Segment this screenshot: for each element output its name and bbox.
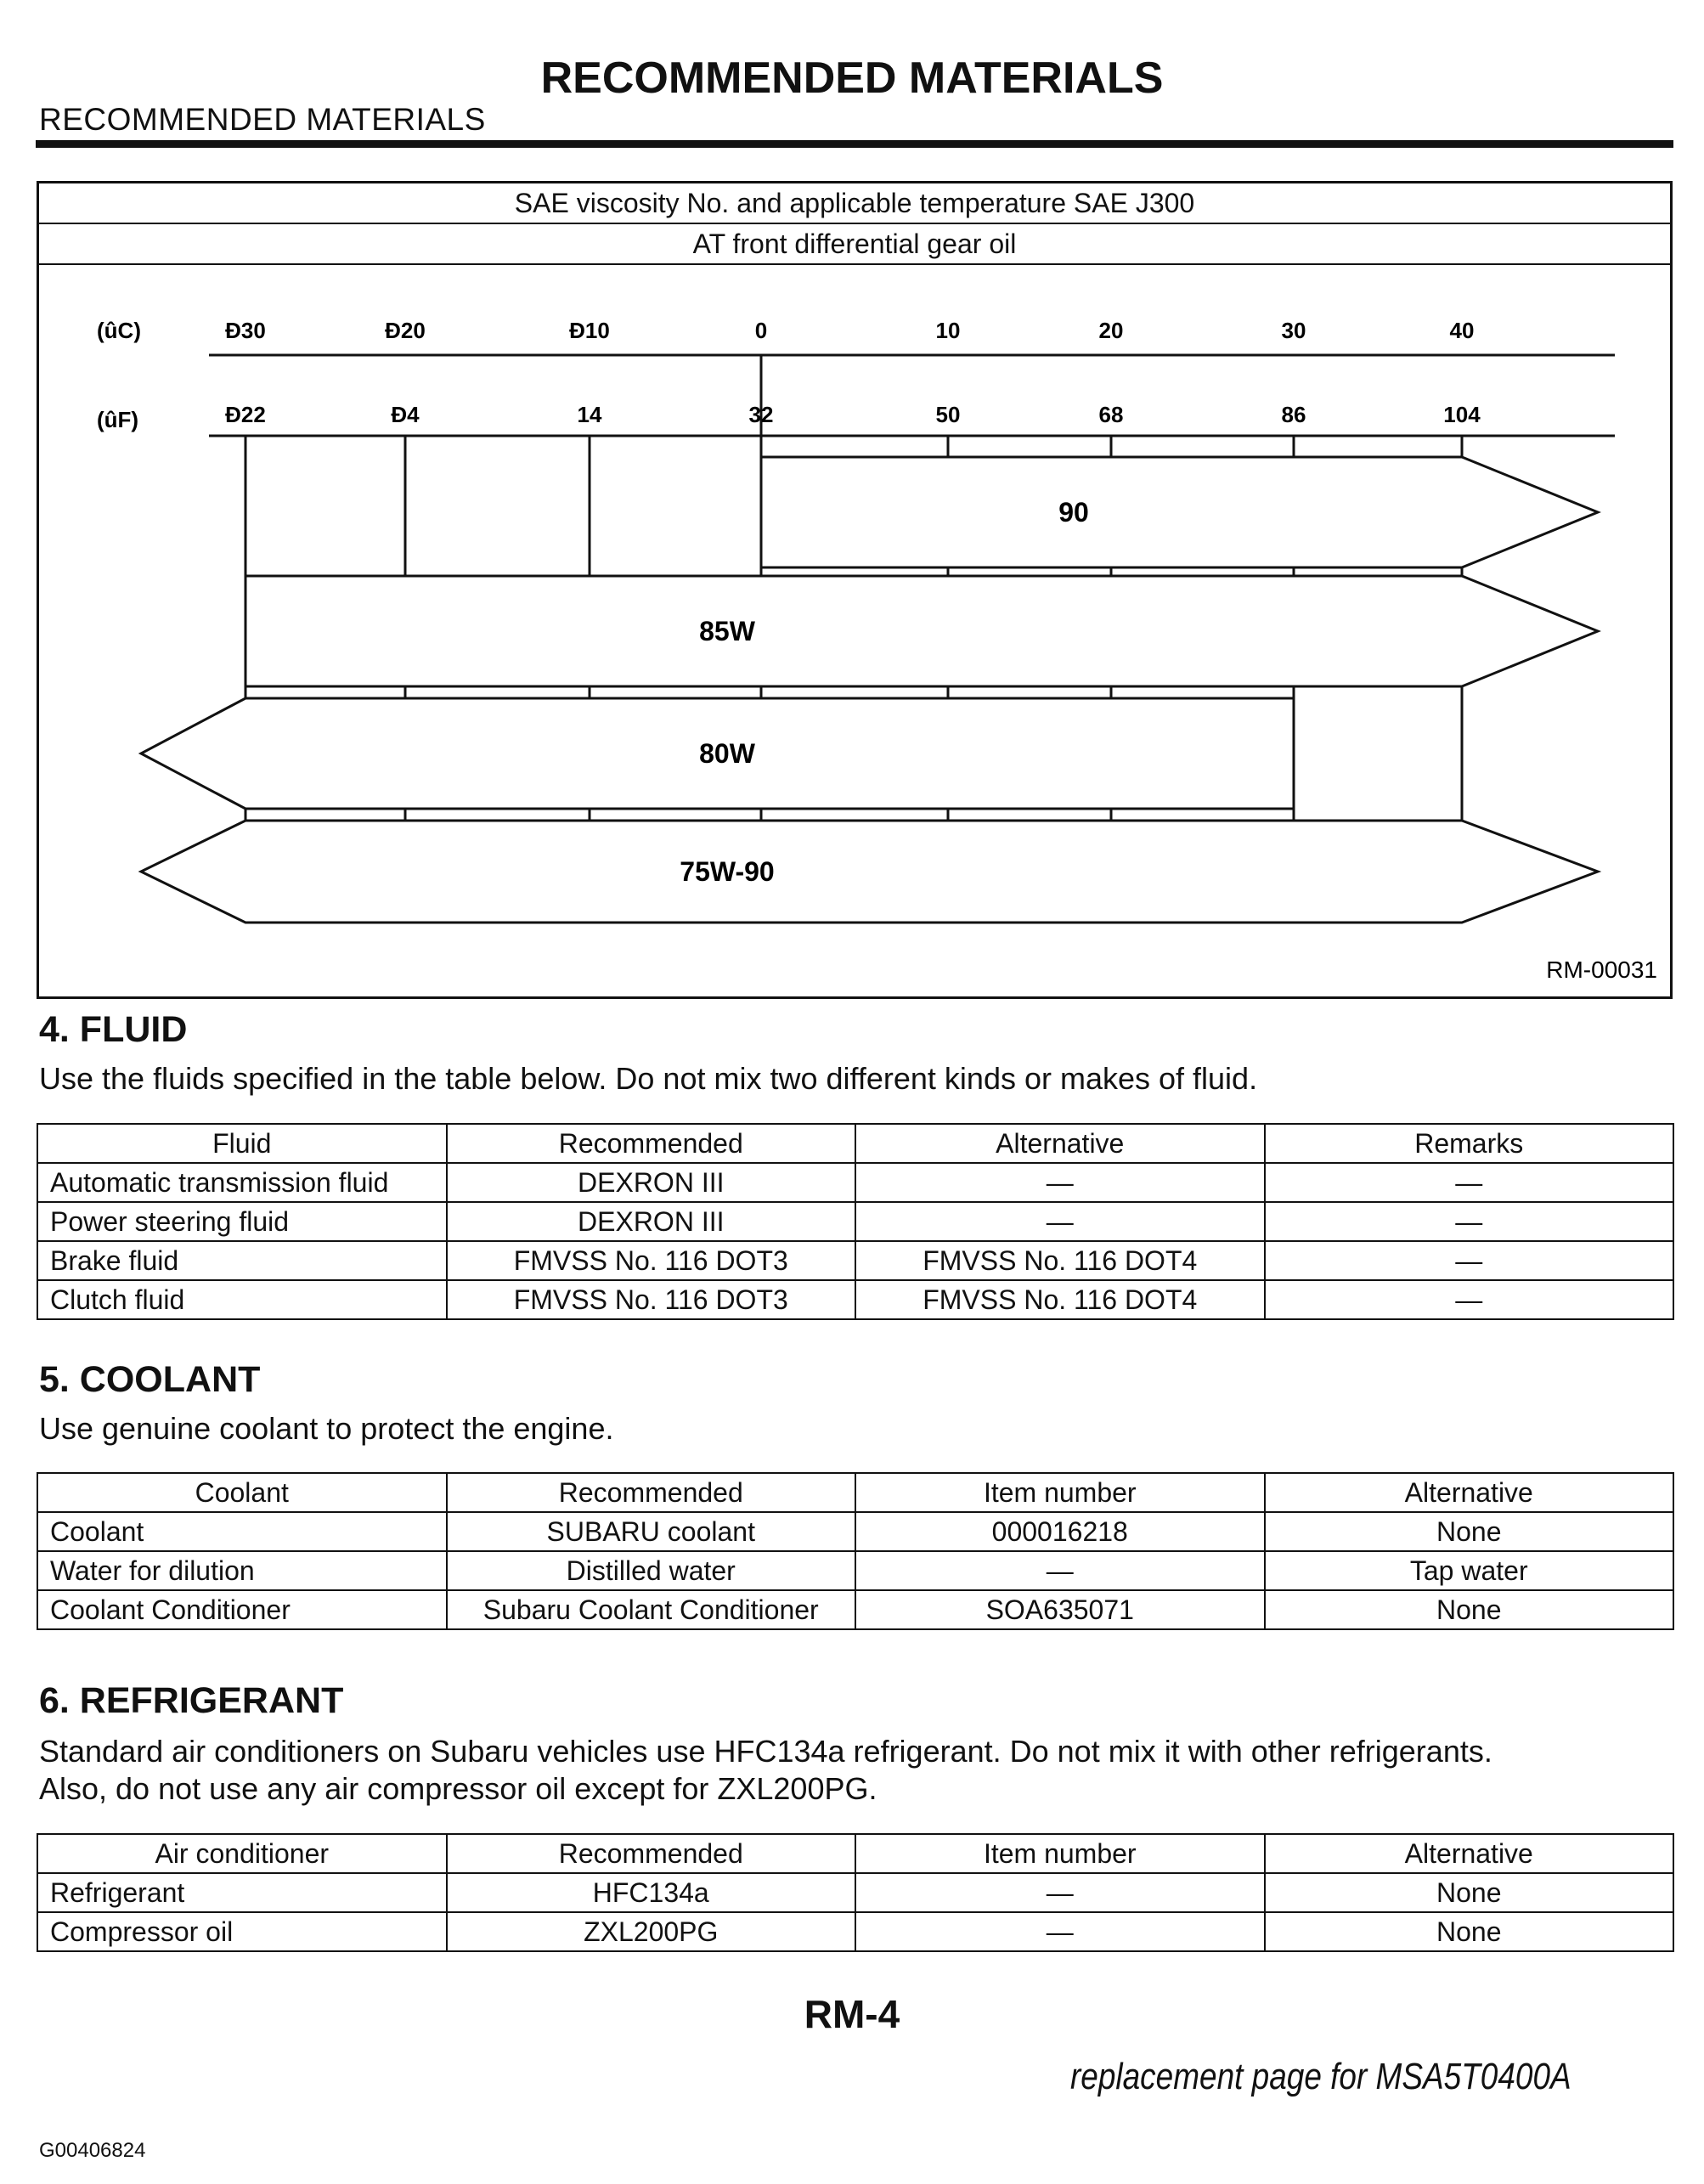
- table-header-cell: Recommended: [447, 1473, 856, 1512]
- viscosity-grade-label: 90: [1058, 497, 1089, 528]
- table-cell: —: [855, 1163, 1265, 1202]
- table-row: [37, 1512, 1673, 1551]
- table-cell: Refrigerant: [37, 1873, 447, 1912]
- celsius-tick-label: Ð10: [569, 318, 610, 343]
- table-cell: Coolant: [37, 1512, 447, 1551]
- table-cell: FMVSS No. 116 DOT4: [855, 1280, 1265, 1319]
- table-cell: —: [855, 1551, 1265, 1590]
- table-cell: None: [1265, 1512, 1674, 1551]
- section-header: RECOMMENDED MATERIALS: [39, 102, 486, 137]
- table-cell: FMVSS No. 116 DOT3: [447, 1241, 856, 1280]
- table-cell: —: [855, 1912, 1265, 1951]
- table-row: [37, 1873, 1673, 1912]
- viscosity-band: [141, 821, 1598, 923]
- table-header-cell: Remarks: [1265, 1124, 1674, 1163]
- table-cell: Clutch fluid: [37, 1280, 447, 1319]
- table-header-cell: Item number: [855, 1834, 1265, 1873]
- table-cell: Brake fluid: [37, 1241, 447, 1280]
- table-row: [37, 1590, 1673, 1629]
- table-cell: Tap water: [1265, 1551, 1674, 1590]
- table-header-row: [37, 1834, 1673, 1873]
- chart-subtitle-row: AT front differential gear oil: [39, 224, 1670, 265]
- viscosity-diagram: [39, 183, 1670, 996]
- table-header-cell: Item number: [855, 1473, 1265, 1512]
- viscosity-band: [761, 457, 1598, 567]
- table-cell: Compressor oil: [37, 1912, 447, 1951]
- table-row: [37, 1912, 1673, 1951]
- refrigerant-section-text-1: Standard air conditioners on Subaru vehicles use HFC134a refrigerant. Do not mix it with other refrigerants.: [39, 1734, 1492, 1769]
- table-header-row: [37, 1124, 1673, 1163]
- table-header-cell: Recommended: [447, 1834, 856, 1873]
- table-cell: —: [855, 1873, 1265, 1912]
- fluid-section-text: Use the fluids specified in the table below. Do not mix two different kinds or makes of fluid.: [39, 1061, 1258, 1096]
- table-cell: ZXL200PG: [447, 1912, 856, 1951]
- fahrenheit-tick-label: Ð22: [225, 402, 266, 427]
- refrigerant-section-title: 6. REFRIGERANT: [39, 1680, 344, 1721]
- table-cell: SOA635071: [855, 1590, 1265, 1629]
- fahrenheit-tick-label: Ð4: [391, 402, 420, 427]
- figure-code: RM-00031: [1546, 957, 1657, 983]
- table-cell: —: [1265, 1241, 1674, 1280]
- table-cell: None: [1265, 1873, 1674, 1912]
- table-cell: SUBARU coolant: [447, 1512, 856, 1551]
- table-header-cell: Coolant: [37, 1473, 447, 1512]
- table-cell: None: [1265, 1590, 1674, 1629]
- fluid-section-title: 4. FLUID: [39, 1009, 188, 1050]
- refrigerant-table: [37, 1833, 1674, 1952]
- page-number: RM-4: [804, 1992, 900, 2036]
- table-header-cell: Air conditioner: [37, 1834, 447, 1873]
- fahrenheit-tick-label: 86: [1281, 402, 1306, 427]
- table-row: [37, 1202, 1673, 1241]
- table-cell: —: [855, 1202, 1265, 1241]
- viscosity-chart: [37, 181, 1673, 999]
- celsius-tick-label: 30: [1281, 318, 1306, 343]
- fahrenheit-tick-label: 104: [1443, 402, 1481, 427]
- celsius-tick-label: 20: [1098, 318, 1124, 343]
- table-header-row: [37, 1473, 1673, 1512]
- table-header-cell: Recommended: [447, 1124, 856, 1163]
- celsius-tick-label: 40: [1449, 318, 1475, 343]
- viscosity-grade-label: 85W: [699, 616, 755, 646]
- table-cell: DEXRON III: [447, 1202, 856, 1241]
- celsius-tick-label: 0: [754, 318, 768, 343]
- table-cell: Coolant Conditioner: [37, 1590, 447, 1629]
- table-cell: HFC134a: [447, 1873, 856, 1912]
- celsius-unit-label: (ûC): [97, 318, 141, 343]
- viscosity-grade-label: 80W: [699, 738, 755, 769]
- refrigerant-section-text-2: Also, do not use any air compressor oil except for ZXL200PG.: [39, 1771, 877, 1806]
- fahrenheit-unit-label: (ûF): [97, 407, 139, 432]
- table-header-cell: Alternative: [855, 1124, 1265, 1163]
- fluid-table: [37, 1123, 1674, 1320]
- table-row: [37, 1551, 1673, 1590]
- celsius-tick-label: Ð30: [225, 318, 266, 343]
- celsius-tick-label: Ð20: [385, 318, 426, 343]
- table-cell: Power steering fluid: [37, 1202, 447, 1241]
- table-row: [37, 1163, 1673, 1202]
- document-id: G00406824: [39, 2139, 146, 2162]
- celsius-tick-label: 10: [935, 318, 961, 343]
- fahrenheit-tick-label: 50: [935, 402, 961, 427]
- table-row: [37, 1280, 1673, 1319]
- table-cell: —: [1265, 1163, 1674, 1202]
- table-row: [37, 1241, 1673, 1280]
- fahrenheit-tick-label: 14: [577, 402, 602, 427]
- table-header-cell: Alternative: [1265, 1834, 1674, 1873]
- table-cell: Subaru Coolant Conditioner: [447, 1590, 856, 1629]
- table-cell: 000016218: [855, 1512, 1265, 1551]
- table-cell: None: [1265, 1912, 1674, 1951]
- replacement-note: replacement page for MSA5T0400A: [1070, 2056, 1571, 2097]
- header-rule: [36, 140, 1673, 148]
- coolant-section-text: Use genuine coolant to protect the engine.: [39, 1411, 614, 1446]
- table-header-cell: Alternative: [1265, 1473, 1674, 1512]
- viscosity-band: [245, 576, 1598, 686]
- table-cell: Distilled water: [447, 1551, 856, 1590]
- coolant-table: [37, 1472, 1674, 1630]
- coolant-section-title: 5. COOLANT: [39, 1359, 261, 1400]
- viscosity-grade-label: 75W-90: [680, 856, 775, 887]
- table-cell: FMVSS No. 116 DOT3: [447, 1280, 856, 1319]
- fahrenheit-tick-label: 32: [748, 402, 774, 427]
- table-cell: DEXRON III: [447, 1163, 856, 1202]
- table-cell: Water for dilution: [37, 1551, 447, 1590]
- page-title: RECOMMENDED MATERIALS: [540, 54, 1164, 103]
- chart-title-row: SAE viscosity No. and applicable temperature SAE J300: [39, 183, 1670, 224]
- table-cell: FMVSS No. 116 DOT4: [855, 1241, 1265, 1280]
- fahrenheit-tick-label: 68: [1098, 402, 1124, 427]
- table-cell: Automatic transmission fluid: [37, 1163, 447, 1202]
- table-cell: —: [1265, 1202, 1674, 1241]
- table-header-cell: Fluid: [37, 1124, 447, 1163]
- table-cell: —: [1265, 1280, 1674, 1319]
